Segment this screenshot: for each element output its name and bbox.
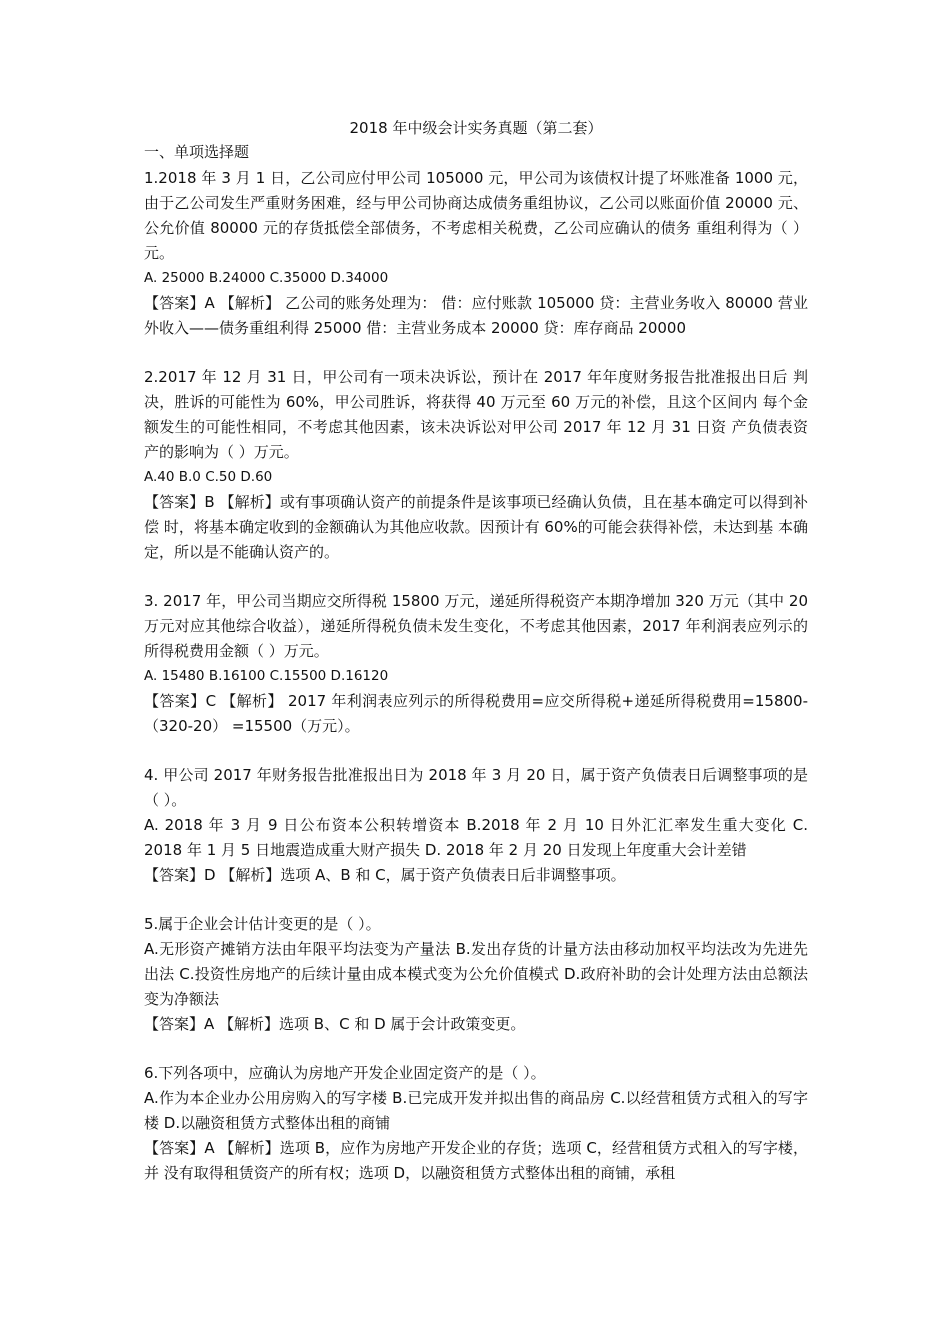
document-title: 2018 年中级会计实务真题（第二套） — [349, 119, 603, 137]
document-body — [144, 118, 808, 1186]
question-options: A. 25000 B.24000 C.35000 D.34000 — [144, 270, 389, 286]
question-stem: 5.属于企业会计估计变更的是（ ）。 — [144, 915, 381, 933]
question-options: A.无形资产摊销方法由年限平均法变为产量法 B.发出存货的计量方法由移动加权平均法改为先进先出法 C.投资性房地产的后续计量由成本模式变为公允价值模式 D.政府补助的会计处理方法由总额法变为净额法 — [144, 940, 808, 1008]
question-1 — [144, 166, 808, 341]
question-stem: 1.2018 年 3 月 1 日，乙公司应付甲公司 105000 元，甲公司为该债权计提了坏账准备 1000 元，由于乙公司发生严重财务困难，经与甲公司协商达成债务重组协议，乙公司以账面价值 20000 元、公允价值 80000 元的存货抵偿全部债务，不考虑相关税费，乙公司应确认的债务 重组利得为（ ）元。 — [144, 169, 808, 262]
question-stem: 4. 甲公司 2017 年财务报告批准报出日为 2018 年 3 月 20 日，属于资产负债表日后调整事项的是（ ）。 — [144, 766, 808, 809]
question-stem: 2.2017 年 12 月 31 日，甲公司有一项未决诉讼，预计在 2017 年年度财务报告批准报出日后 判决，胜诉的可能性为 60%，甲公司胜诉，将获得 40 万元至 60 万元的补偿，且这个区间内 每个金额发生的可能性相同，不考虑其他因素，该未决诉讼对甲公司 2017 年 12 月 31 日资 产负债表资产的影响为（ ）万元。 — [144, 368, 808, 461]
question-4 — [144, 763, 808, 888]
question-answer: 【答案】A 【解析】选项 B、C 和 D 属于会计政策变更。 — [144, 1015, 526, 1033]
question-answer: 【答案】A 【解析】 乙公司的账务处理为： 借：应付账款 105000 贷：主营业务收入 80000 营业外收入——债务重组利得 25000 借：主营业务成本 20000 贷：库存商品 20000 — [144, 294, 808, 337]
question-answer: 【答案】D 【解析】选项 A、B 和 C，属于资产负债表日后非调整事项。 — [144, 866, 626, 884]
question-answer: 【答案】C 【解析】 2017 年利润表应列示的所得税费用=应交所得税+递延所得税费用=15800-（320-20） =15500（万元）。 — [144, 692, 808, 735]
question-options: A.作为本企业办公用房购入的写字楼 B.已完成开发并拟出售的商品房 C.以经营租赁方式租入的写字楼 D.以融资租赁方式整体出租的商铺 — [144, 1089, 808, 1132]
question-stem: 3. 2017 年，甲公司当期应交所得税 15800 万元，递延所得税资产本期净增加 320 万元（其中 20 万元对应其他综合收益），递延所得税负债未发生变化，不考虑其他因素，2017 年利润表应列示的所得税费用金额（ ）万元。 — [144, 592, 808, 660]
question-options: A.40 B.0 C.50 D.60 — [144, 469, 273, 485]
question-options: A. 2018 年 3 月 9 日公布资本公积转增资本 B.2018 年 2 月 10 日外汇汇率发生重大变化 C. 2018 年 1 月 5 日地震造成重大财产损失 D. 2018 年 2 月 20 日发现上年度重大会计差错 — [144, 816, 808, 859]
question-2 — [144, 365, 808, 565]
question-options: A. 15480 B.16100 C.15500 D.16120 — [144, 668, 389, 684]
question-answer: 【答案】B 【解析】或有事项确认资产的前提条件是该事项已经确认负债，且在基本确定可以得到补偿 时，将基本确定收到的金额确认为其他应收款。因预计有 60%的可能会获得补偿，未达到基 本确定，所以是不能确认资产的。 — [144, 493, 808, 561]
question-6 — [144, 1061, 808, 1186]
question-5 — [144, 912, 808, 1037]
question-answer: 【答案】A 【解析】选项 B，应作为房地产开发企业的存货；选项 C，经营租赁方式租入的写字楼，并 没有取得租赁资产的所有权；选项 D，以融资租赁方式整体出租的商铺，承租 — [144, 1139, 808, 1182]
question-3 — [144, 589, 808, 739]
question-stem: 6.下列各项中，应确认为房地产开发企业固定资产的是（ ）。 — [144, 1064, 546, 1082]
section-heading: 一、单项选择题 — [144, 143, 250, 161]
